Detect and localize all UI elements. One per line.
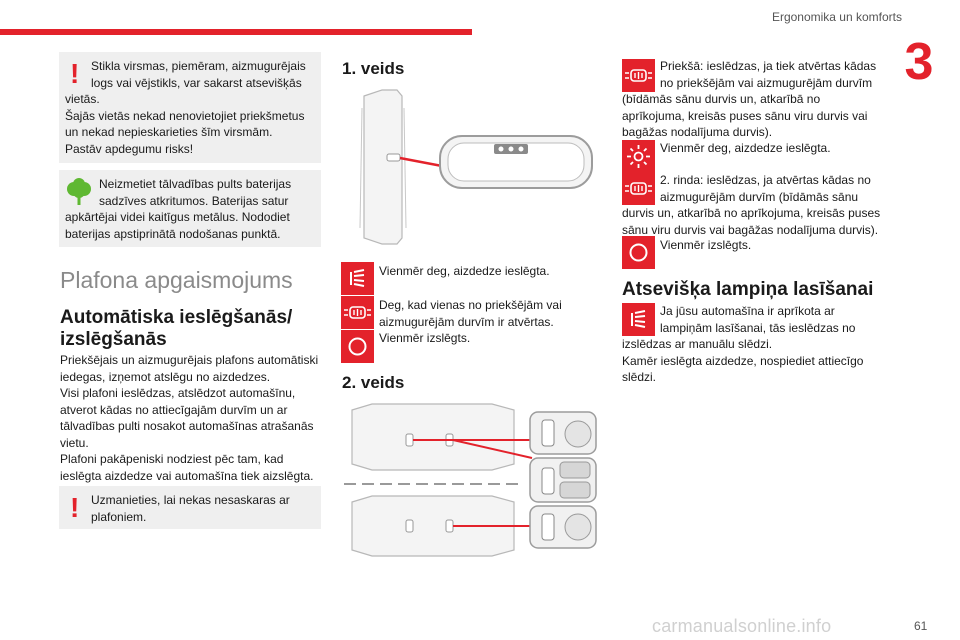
light-on-icon: [341, 262, 374, 295]
environment-line2: sadzīves atkritumos. Baterijas satur: [99, 193, 289, 208]
subsection-title: Automātiska ieslēgšanās/ izslēgšanās: [60, 307, 293, 350]
front-line2: no priekšējām vai aizmugurējām durvīm: [660, 75, 873, 90]
reading-lamp-title: Atsevišķa lampiņa lasīšanai: [622, 279, 874, 300]
warning-exclamation-icon: !: [70, 58, 80, 89]
type1-car-illustration: [342, 88, 600, 246]
door-light-icon: [622, 172, 655, 205]
subsection-body: Priekšējais un aizmugurējais plafons automātiski iedegas, izņemot atslēgu no aizdedzes. Visi plafoni ieslēdzas, atslēdzot automašīnu, atverot kādas no attiecīgajām durvīm un ar tālvadības pulti nosakot automašīnas atrašanās vietu. Plafoni pakāpeniski nodziest pēc tam, kad ieslēgta aizdedze vai automašīna tiek aizslēgta.: [60, 353, 319, 483]
off-text: Vienmēr izslēgts.: [660, 238, 752, 252]
type2-title: 2. veids: [342, 373, 405, 392]
row2-text: durvis un, atkarībā no aprīkojuma, kreisās puses sānu viru durvis vai bagāžas nodalījuma durvis).: [622, 206, 881, 237]
type1-title: 1. veids: [342, 59, 405, 78]
front-text: (bīdāmās sānu durvis un, atkarībā no aprīkojuma, kreisās puses sānu viru durvis vai bagāžas nodalījuma durvis).: [622, 92, 868, 139]
light-off-icon: [341, 330, 374, 363]
section-title: Plafona apgaismojums: [60, 267, 293, 293]
front-on-text: Vienmēr deg, aizdedze ieslēgta.: [660, 141, 831, 155]
type1-item2-text: Deg, kad vienas no priekšējām vai aizmugurējām durvīm ir atvērtas.: [379, 298, 562, 329]
reading-text: izslēdzas ar manuālu slēdzi. Kamēr ieslēgta aizdedze, nospiediet attiecīgo slēdzi.: [622, 337, 864, 384]
warning-hot-glass-line2: logs vai vējstikls, var sakarst atsevišķās: [91, 75, 302, 90]
warning-hot-glass-text: vietās. Šajās vietās nekad nenovietojiet priekšmetus un nekad nepieskarieties šīm virsmām. Pastāv apdegumu risks!: [65, 92, 305, 156]
type1-item1-text: Vienmēr deg, aizdedze ieslēgta.: [379, 264, 550, 278]
reading-lamp-icon: [622, 303, 655, 336]
tree-icon: [64, 178, 94, 206]
reading-line2: lampiņām lasīšanai, tās ieslēdzas no: [660, 320, 856, 335]
row2-line2: aizmugurējām durvīm (bīdāmās sānu: [660, 189, 859, 204]
warning-plafon-text: Uzmanieties, lai nekas nesaskaras ar plafoniem.: [91, 493, 290, 524]
light-on-icon: [622, 140, 655, 173]
light-off-icon: [622, 236, 655, 269]
door-light-icon: [341, 296, 374, 329]
door-light-icon: [622, 59, 655, 92]
environment-line1: Neizmetiet tālvadības pults baterijas: [99, 177, 292, 191]
type1-item3-text: Vienmēr izslēgts.: [379, 331, 471, 345]
page-number: 61: [914, 619, 928, 633]
warning-hot-glass-line1: Stikla virsmas, piemēram, aizmugurējais: [91, 59, 306, 73]
warning-exclamation-icon: !: [70, 492, 80, 523]
header-title: Ergonomika un komforts: [771, 10, 902, 24]
watermark: carmanualsonline.info: [652, 616, 832, 636]
front-line1: Priekšā: ieslēdzas, ja tiek atvērtas kādas: [660, 59, 877, 73]
row2-line1: 2. rinda: ieslēdzas, ja atvērtas kādas no: [660, 173, 871, 187]
type2-car-illustration: [342, 398, 600, 560]
chapter-number: 3: [904, 33, 934, 91]
environment-text: apkārtējai videi kaitīgus metālus. Nododiet baterijas apstiprinātā nodošanas punktā.: [65, 210, 290, 241]
header-accent-bar: [0, 29, 472, 35]
reading-line1: Ja jūsu automašīna ir aprīkota ar: [660, 304, 835, 318]
